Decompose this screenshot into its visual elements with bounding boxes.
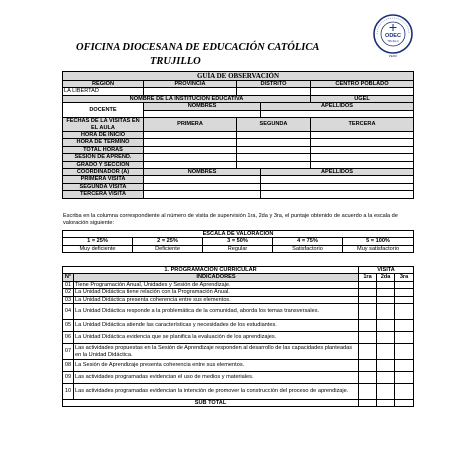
- subtotal-cell[interactable]: [377, 400, 395, 407]
- docente-nombres-label: NOMBRES: [144, 103, 261, 110]
- programacion-title: 1. PROGRAMACIÓN CURRICULAR: [63, 267, 359, 274]
- indicator-number: 01: [63, 281, 74, 288]
- score-cell[interactable]: [359, 384, 377, 400]
- sesion-2[interactable]: [237, 154, 311, 161]
- indicator-number: 06: [63, 332, 74, 344]
- score-cell[interactable]: [395, 296, 414, 303]
- office-subtitle: TRUJILLO: [150, 56, 201, 67]
- n-label: N°: [63, 274, 74, 281]
- ugel-label: UGEL: [311, 95, 414, 102]
- score-cell[interactable]: [395, 320, 414, 332]
- score-cell[interactable]: [359, 320, 377, 332]
- indicator-number: 05: [63, 320, 74, 332]
- escala-table: [62, 230, 414, 253]
- indicator-text: La Unidad Didáctica tiene relación con la Programación Anual.: [74, 289, 359, 296]
- escala-score: 3 = 50%: [203, 238, 273, 245]
- score-cell[interactable]: [377, 281, 395, 288]
- hora-termino-3[interactable]: [311, 139, 414, 146]
- coordinador-apellidos-label: APELLIDOS: [261, 169, 414, 176]
- fechas-label: FECHAS DE LA VISITAS EN EL AULA: [63, 118, 144, 132]
- subtotal-label: SUB TOTAL: [63, 400, 359, 407]
- indicator-row: [63, 384, 414, 400]
- svg-text:ODEC: ODEC: [385, 33, 401, 39]
- grado-1[interactable]: [144, 161, 237, 168]
- centro-poblado-field[interactable]: [311, 88, 414, 95]
- indicator-row: [63, 296, 414, 303]
- score-cell[interactable]: [377, 372, 395, 384]
- provincia-label: PROVINCIA: [144, 81, 237, 88]
- indicator-row: [63, 360, 414, 372]
- escala-score: 1 = 25%: [63, 238, 133, 245]
- escala-score: 2 = 25%: [133, 238, 203, 245]
- indicator-row: [63, 304, 414, 320]
- indicator-text: Las actividades programadas evidencian la intención de promover la construcción del proceso de aprendizaje.: [74, 384, 359, 400]
- coord-apellidos-3[interactable]: [261, 191, 414, 198]
- score-cell[interactable]: [359, 332, 377, 344]
- hora-termino-label: HORA DE TÉRMINO: [63, 139, 144, 146]
- indicator-text: La Unidad Didáctica atiende las características y necesidades de los estudiantes.: [74, 320, 359, 332]
- docente-nombres-field[interactable]: [144, 110, 261, 117]
- visit-1-label: 1ra: [359, 274, 377, 281]
- indicator-row: [63, 344, 414, 360]
- region-value: LA LIBERTAD: [63, 88, 144, 95]
- coord-nombres-2[interactable]: [144, 183, 261, 190]
- region-label: REGIÓN: [63, 81, 144, 88]
- indicator-text: Tiene Programación Anual, Unidades y Sesión de Aprendizaje.: [74, 281, 359, 288]
- score-cell[interactable]: [359, 372, 377, 384]
- provincia-field[interactable]: [144, 88, 237, 95]
- escala-label: Muy deficiente: [63, 245, 133, 252]
- primera-visita-label: PRIMERA VISITA: [63, 176, 144, 183]
- subtotal-cell[interactable]: [395, 400, 414, 407]
- visita-label: VISITA: [359, 267, 414, 274]
- score-cell[interactable]: [395, 332, 414, 344]
- indicator-number: 02: [63, 289, 74, 296]
- score-cell[interactable]: [395, 360, 414, 372]
- sesion-1[interactable]: [144, 154, 237, 161]
- indicator-number: 09: [63, 372, 74, 384]
- score-cell[interactable]: [395, 289, 414, 296]
- sesion-3[interactable]: [311, 154, 414, 161]
- score-cell[interactable]: [359, 304, 377, 320]
- escala-label: Regular: [203, 245, 273, 252]
- score-cell[interactable]: [377, 304, 395, 320]
- score-cell[interactable]: [377, 332, 395, 344]
- indicadores-label: INDICADORES: [74, 274, 359, 281]
- total-horas-3[interactable]: [311, 146, 414, 153]
- sesion-label: SESIÓN DE APREND.: [63, 154, 144, 161]
- grado-label: GRADO Y SECCIÓN: [63, 161, 144, 168]
- indicator-number: 07: [63, 344, 74, 360]
- score-cell[interactable]: [359, 289, 377, 296]
- distrito-field[interactable]: [237, 88, 311, 95]
- total-horas-label: TOTAL HORAS: [63, 146, 144, 153]
- score-cell[interactable]: [377, 320, 395, 332]
- tercera-visita-label: TERCERA VISITA: [63, 191, 144, 198]
- score-cell[interactable]: [395, 372, 414, 384]
- score-cell[interactable]: [377, 289, 395, 296]
- indicator-row: [63, 281, 414, 288]
- score-cell[interactable]: [359, 360, 377, 372]
- docente-apellidos-field[interactable]: [261, 110, 414, 117]
- escala-score: 5 = 100%: [343, 238, 414, 245]
- indicator-text: Las actividades propuestas en la Sesión de Aprendizaje responden al desarrollo de las capacidades planteadas en la Unidad Didáctica.: [74, 344, 359, 360]
- hora-inicio-3[interactable]: [311, 132, 414, 139]
- score-cell[interactable]: [377, 384, 395, 400]
- visit-2-label: 2da: [377, 274, 395, 281]
- hora-inicio-1[interactable]: [144, 132, 237, 139]
- office-title: OFICINA DIOCESANA DE EDUCACIÓN CATÓLICA: [76, 42, 320, 53]
- hora-inicio-2[interactable]: [237, 132, 311, 139]
- score-cell[interactable]: [395, 344, 414, 360]
- score-cell[interactable]: [359, 296, 377, 303]
- indicator-number: 10: [63, 384, 74, 400]
- instructions-text: Escriba en la columna correspondiente al número de visita de supervisión 1ra, 2da y 3ra, el puntaje obtenido de acuerdo a la escala de valoración siguiente:: [63, 213, 398, 226]
- segunda-visita-label: SEGUNDA VISITA: [63, 183, 144, 190]
- score-cell[interactable]: [359, 344, 377, 360]
- coordinador-nombres-label: NOMBRES: [144, 169, 261, 176]
- coord-nombres-1[interactable]: [144, 176, 261, 183]
- svg-text:TRUJILLO: TRUJILLO: [387, 40, 399, 43]
- total-horas-2[interactable]: [237, 146, 311, 153]
- indicator-text: La Sesión de Aprendizaje presenta coherencia entre sus elementos.: [74, 360, 359, 372]
- indicator-row: [63, 320, 414, 332]
- visit-3-label: 3ra: [395, 274, 414, 281]
- docente-label: DOCENTE: [63, 103, 144, 118]
- hora-termino-2[interactable]: [237, 139, 311, 146]
- grado-3[interactable]: [311, 161, 414, 168]
- indicator-row: [63, 372, 414, 384]
- score-cell[interactable]: [395, 304, 414, 320]
- indicator-row: [63, 332, 414, 344]
- escala-label: Deficiente: [133, 245, 203, 252]
- escala-score: 4 = 75%: [273, 238, 343, 245]
- escala-title: ESCALA DE VALORACIÓN: [63, 231, 414, 238]
- score-cell[interactable]: [377, 344, 395, 360]
- coord-apellidos-1[interactable]: [261, 176, 414, 183]
- score-cell[interactable]: [395, 384, 414, 400]
- docente-apellidos-label: APELLIDOS: [261, 103, 414, 110]
- score-cell[interactable]: [395, 281, 414, 288]
- indicator-text: La Unidad Didáctica evidencia que se planifica la evaluación de los aprendizajes.: [74, 332, 359, 344]
- indicator-row: [63, 289, 414, 296]
- tercera-label: TERCERA: [311, 118, 414, 132]
- total-horas-1[interactable]: [144, 146, 237, 153]
- grado-2[interactable]: [237, 161, 311, 168]
- hora-inicio-label: HORA DE INICIO: [63, 132, 144, 139]
- indicator-text: La Unidad Didáctica presenta coherencia entre sus elementos.: [74, 296, 359, 303]
- institucion-label: NOMBRE DE LA INSTITUCIÓN EDUCATIVA: [63, 95, 311, 102]
- subtotal-cell[interactable]: [359, 400, 377, 407]
- segunda-label: SEGUNDA: [237, 118, 311, 132]
- svg-text:PERÚ: PERÚ: [388, 54, 398, 58]
- indicator-text: La Unidad Didáctica responde a la problemática de la comunidad, aborda los temas transversales.: [74, 304, 359, 320]
- guia-table: [62, 71, 414, 199]
- score-cell[interactable]: [377, 296, 395, 303]
- indicator-text: Las actividades programadas evidencian el uso de medios y materiales.: [74, 372, 359, 384]
- escala-label: Satisfactorio: [273, 245, 343, 252]
- centro-poblado-label: CENTRO POBLADO: [311, 81, 414, 88]
- coordinador-label: COORDINADOR (A): [63, 169, 144, 176]
- guia-title: GUÍA DE OBSERVACIÓN: [63, 72, 414, 81]
- hora-termino-1[interactable]: [144, 139, 237, 146]
- score-cell[interactable]: [359, 281, 377, 288]
- indicator-number: 03: [63, 296, 74, 303]
- odec-seal-logo: [372, 12, 414, 62]
- primera-label: PRIMERA: [144, 118, 237, 132]
- indicator-number: 08: [63, 360, 74, 372]
- coord-nombres-3[interactable]: [144, 191, 261, 198]
- score-cell[interactable]: [377, 360, 395, 372]
- programacion-table: [62, 266, 414, 407]
- indicator-number: 04: [63, 304, 74, 320]
- escala-label: Muy satisfactorio: [343, 245, 414, 252]
- distrito-label: DISTRITO: [237, 81, 311, 88]
- coord-apellidos-2[interactable]: [261, 183, 414, 190]
